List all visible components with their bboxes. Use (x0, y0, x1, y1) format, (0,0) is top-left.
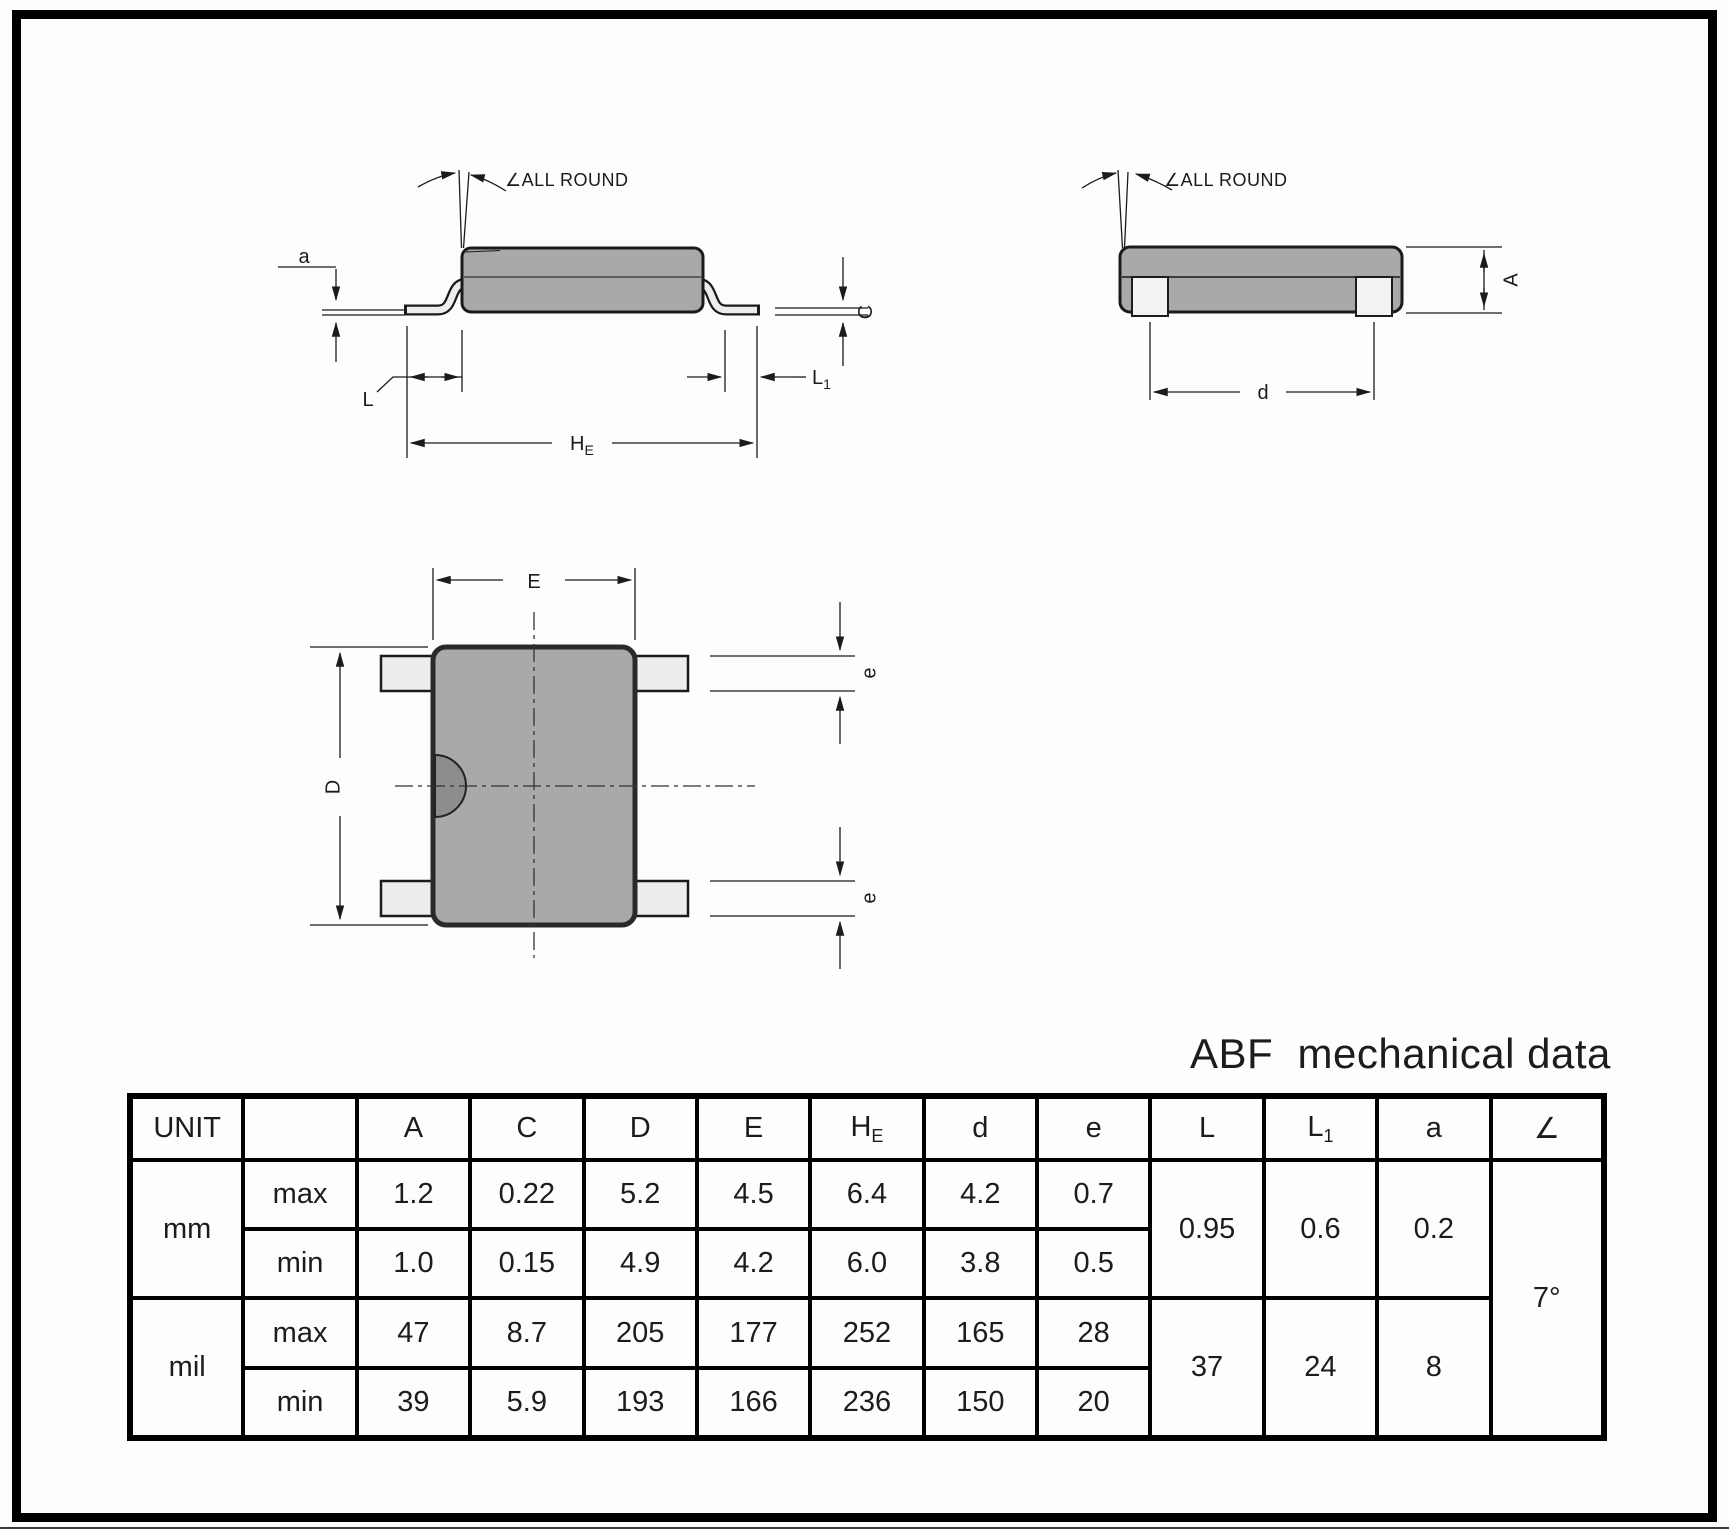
value-cell: 1.2 (357, 1160, 470, 1229)
terminal-pad-right (1356, 277, 1392, 316)
limit-cell: max (243, 1160, 356, 1229)
value-cell: 3.8 (924, 1229, 1037, 1298)
value-cell-L-mm: 0.95 (1150, 1160, 1263, 1298)
page-title: ABF mechanical data (1190, 1030, 1611, 1077)
col-header-angle: ∠ (1491, 1096, 1605, 1160)
col-header-C: C (470, 1096, 583, 1160)
value-cell: 1.0 (357, 1229, 470, 1298)
value-cell: 177 (697, 1298, 810, 1368)
gull-wing-lead-right (697, 283, 760, 310)
unit-cell-mm: mm (130, 1160, 243, 1298)
limit-cell: min (243, 1229, 356, 1298)
value-cell: 166 (697, 1368, 810, 1438)
value-cell: 0.7 (1037, 1160, 1150, 1229)
value-cell: 5.2 (584, 1160, 697, 1229)
limit-cell: min (243, 1368, 356, 1438)
draft-angle-lines-end (1082, 170, 1172, 248)
value-cell: 6.0 (810, 1229, 923, 1298)
value-cell: 6.4 (810, 1160, 923, 1229)
col-header-L: L (1150, 1096, 1263, 1160)
col-header-d: d (924, 1096, 1037, 1160)
end-angle-note-label: ∠ALL ROUND (1164, 170, 1288, 190)
dim-label-L1: $L_1$ (812, 367, 831, 392)
col-header-A: A (357, 1096, 470, 1160)
dim-L-lines (377, 326, 462, 458)
value-cell: 39 (357, 1368, 470, 1438)
value-cell: 0.15 (470, 1229, 583, 1298)
col-header-D: D (584, 1096, 697, 1160)
dim-label-e-bottom: e (858, 892, 881, 904)
value-cell: 0.5 (1037, 1229, 1150, 1298)
table-header-row (130, 1096, 1604, 1160)
value-cell: 165 (924, 1298, 1037, 1368)
value-cell: 8.7 (470, 1298, 583, 1368)
unit-cell-mil: mil (130, 1298, 243, 1438)
side-angle-note-label: ∠ALL ROUND (505, 170, 629, 190)
terminal-pad-left (1132, 277, 1168, 316)
value-cell-angle: 7° (1491, 1160, 1605, 1438)
col-header-E: E (697, 1096, 810, 1160)
value-cell: 5.9 (470, 1368, 583, 1438)
dim-label-L: L (362, 389, 374, 411)
col-header-L1: $L_1$ (1264, 1096, 1377, 1160)
dim-label-E: E (527, 571, 541, 593)
value-cell-L1-mm: 0.6 (1264, 1160, 1377, 1298)
value-cell: 4.2 (697, 1229, 810, 1298)
mechanical-data-table (127, 1093, 1607, 1441)
value-cell: 4.9 (584, 1229, 697, 1298)
draft-angle-lines (418, 170, 506, 248)
dim-label-a: a (298, 246, 310, 268)
limit-cell: max (243, 1298, 356, 1368)
dim-label-e-top: e (858, 667, 881, 679)
dim-label-D: D (322, 779, 345, 795)
dim-A-lines (1406, 247, 1502, 313)
col-header-e: e (1037, 1096, 1150, 1160)
col-header-a: a (1377, 1096, 1490, 1160)
value-cell-a-mm: 0.2 (1377, 1160, 1490, 1298)
value-cell: 4.5 (697, 1160, 810, 1229)
dim-e-bottom-lines (710, 827, 855, 969)
gull-wing-lead-left (404, 283, 467, 310)
end-view-drawing (1082, 170, 1522, 404)
value-cell: 252 (810, 1298, 923, 1368)
dim-label-d: d (1257, 382, 1269, 404)
table-row-mil-max (130, 1298, 1604, 1368)
value-cell-a-mil: 8 (1377, 1298, 1490, 1438)
value-cell: 4.2 (924, 1160, 1037, 1229)
value-cell: 205 (584, 1298, 697, 1368)
value-cell: 236 (810, 1368, 923, 1438)
value-cell: 193 (584, 1368, 697, 1438)
dim-label-A: A (1500, 273, 1523, 287)
col-header-HE: $H_E$ (810, 1096, 923, 1160)
value-cell: 0.22 (470, 1160, 583, 1229)
table-row-mm-max (130, 1160, 1604, 1229)
package-body-side (462, 248, 703, 312)
top-view-drawing (310, 568, 880, 969)
dim-label-HE: $H_E$ (570, 433, 594, 458)
value-cell: 150 (924, 1368, 1037, 1438)
dim-e-top-lines (710, 602, 855, 744)
value-cell: 28 (1037, 1298, 1150, 1368)
value-cell: 47 (357, 1298, 470, 1368)
value-cell: 20 (1037, 1368, 1150, 1438)
package-body-end (1120, 247, 1402, 316)
dim-label-C: C (855, 304, 877, 320)
scan-edge-line (0, 1527, 1729, 1529)
side-view-drawing (278, 170, 877, 458)
seating-plane-lines (322, 310, 404, 315)
value-cell-L1-mil: 24 (1264, 1298, 1377, 1438)
col-header-unit: UNIT (130, 1096, 243, 1160)
value-cell-L-mil: 37 (1150, 1298, 1263, 1438)
col-header-blank (243, 1096, 356, 1160)
dim-L1-lines (687, 326, 806, 458)
